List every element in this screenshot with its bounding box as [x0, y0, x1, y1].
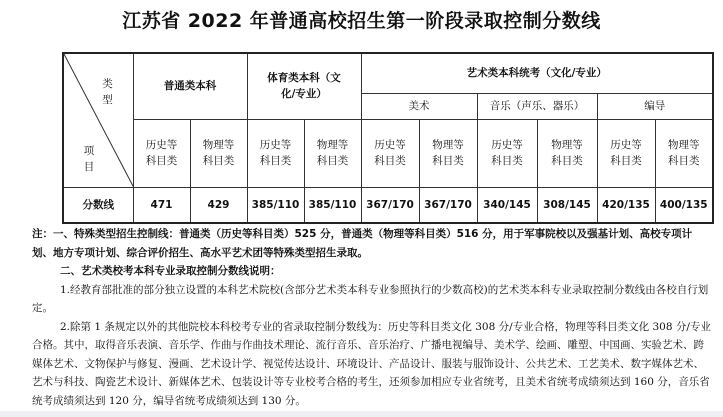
- score-row: [63, 187, 713, 223]
- score-cell: 385/110: [304, 187, 361, 223]
- score-cell: 308/145: [537, 187, 597, 223]
- note-arts-heading: 二、艺术类校考本科专业录取控制分数线说明：: [60, 265, 281, 277]
- score-cell: 367/170: [419, 187, 477, 223]
- corner-type-label: 类型: [102, 78, 113, 106]
- subject-physics: 物理等科目类: [304, 119, 361, 187]
- score-cell: 340/145: [477, 187, 537, 223]
- note-special-types: 注：一、特殊类型招生控制线：普通类（历史等科目类）525 分，普通类（物理等科目类）516 分，用于军事院校以及强基计划、高校专项计划、地方专项计划、综合评价招生、高水平艺术团等特殊类型招生录取。: [32, 228, 693, 259]
- header-directing: 编导: [597, 93, 713, 119]
- corner-item-label: 项目: [83, 144, 95, 173]
- note-item-2: 2.除第 1 条规定以外的其他院校本科校考专业的省录取控制分数线为：历史等科目类文化 308 分/专业合格，物理等科目类文化 308 分/专业合格。其中，取得音乐表演、音乐学、作曲与作曲技术理论、流行音乐、音乐治疗、广播电视编导、美术学、绘画、雕塑、中国画、实验艺术、跨媒体艺术、文物保护与修复、漫画、艺术设计学、视觉传达设计、环境设计、产品设计、服装与服饰设计、公共艺术、工艺美术、数字媒体艺术、艺术与科技、陶瓷艺术设计、新媒体艺术、包装设计等专业校考合格的考生，还须参加相应专业省统考，且美术省统考成绩须达到 160 分，音乐省统考成绩须达到 120 分，编导省统考成绩须达到 130 分。: [32, 320, 711, 407]
- subject-physics: 物理等科目类: [419, 119, 477, 187]
- score-table: [62, 52, 714, 224]
- subject-history: 历史等科目类: [597, 119, 655, 187]
- subject-history: 历史等科目类: [247, 119, 304, 187]
- subject-physics: 物理等科目类: [655, 119, 713, 187]
- header-sports: 体育类本科（文化/专业）: [247, 53, 361, 119]
- bottom-strip: [0, 411, 723, 417]
- table-corner-cell: [63, 53, 133, 187]
- header-music: 音乐（声乐、器乐）: [477, 93, 597, 119]
- score-cell: 385/110: [247, 187, 304, 223]
- score-cell: 429: [190, 187, 247, 223]
- score-cell: 367/170: [361, 187, 419, 223]
- subject-history: 历史等科目类: [477, 119, 537, 187]
- score-cell: 420/135: [597, 187, 655, 223]
- notes-section: [32, 225, 712, 410]
- subject-history: 历史等科目类: [133, 119, 190, 187]
- header-general: 普通类本科: [133, 53, 247, 119]
- row-label: 分数线: [63, 187, 133, 223]
- subject-physics: 物理等科目类: [190, 119, 247, 187]
- diagonal-line: [64, 54, 134, 188]
- subject-history: 历史等科目类: [361, 119, 419, 187]
- subject-physics: 物理等科目类: [537, 119, 597, 187]
- score-cell: 400/135: [655, 187, 713, 223]
- note-item-1: 1.经教育部批准的部分独立设置的本科艺术院校(含部分艺术类本科专业参照执行的少数高校)的艺术类本科专业录取控制分数线由各校自行划定。: [32, 283, 709, 314]
- score-cell: 471: [133, 187, 190, 223]
- page-title: 江苏省 2022 年普通高校招生第一阶段录取控制分数线: [122, 10, 601, 32]
- header-fine-arts: 美术: [361, 93, 477, 119]
- header-arts: 艺术类本科统考（文化/专业）: [361, 53, 713, 93]
